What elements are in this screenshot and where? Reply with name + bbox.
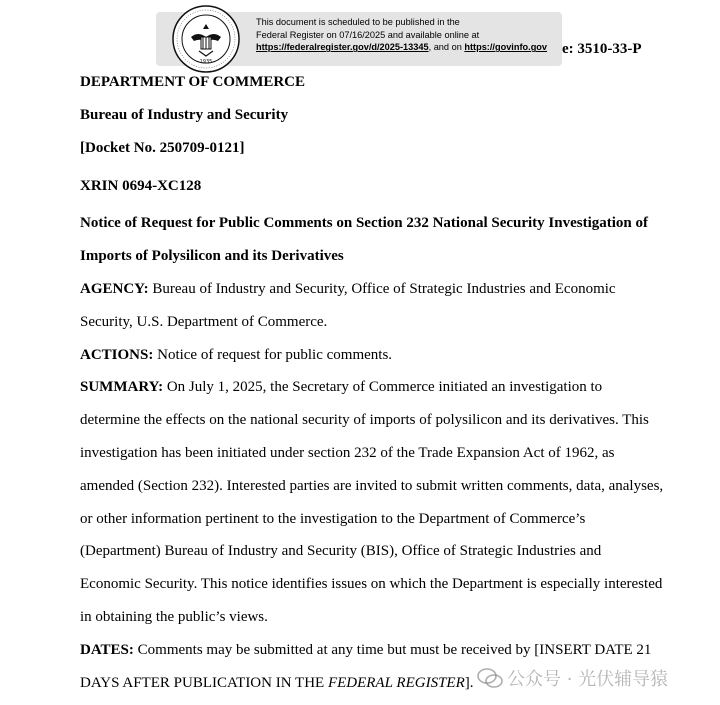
banner-line-3: [256, 41, 566, 54]
actions-label: ACTIONS:: [80, 347, 154, 363]
banner-line-2: Federal Register on 07/16/2025 and available online at: [256, 29, 480, 40]
xrin-number: XRIN 0694-XC128: [80, 178, 202, 194]
dates-line-1: [80, 642, 651, 659]
title-line-1: Notice of Request for Public Comments on Section 232 National Security Investigation of: [80, 215, 649, 231]
title-line-2: Imports of Polysilicon and its Derivatives: [80, 248, 344, 264]
dates-text-1: Comments may be submitted at any time but must be received by [INSERT DATE 21: [133, 642, 652, 658]
summary-line-7: Economic Security. This notice identifies issues on which the Department is especially interested: [80, 576, 663, 592]
summary-line-8: in obtaining the public’s views.: [80, 609, 268, 625]
summary-line-4: amended (Section 232). Interested parties are invited to submit written comments, data, analyses,: [80, 478, 664, 494]
banner-text: [256, 16, 566, 54]
dates-label: DATES:: [80, 642, 134, 658]
billing-code: e: 3510-33-P: [562, 41, 642, 57]
agency-line-2: Security, U.S. Department of Commerce.: [80, 314, 328, 330]
summary-label: SUMMARY:: [80, 379, 164, 395]
federal-register-seal-icon: [171, 4, 241, 74]
dates-text-2a: DAYS AFTER PUBLICATION IN THE: [80, 675, 328, 691]
federalregister-link[interactable]: https://federalregister.gov/d/2025-13345: [256, 42, 429, 53]
actions-line: [80, 347, 392, 364]
banner-mid-text: , and on: [428, 42, 465, 53]
dates-line-2: [80, 675, 474, 692]
bureau-heading: Bureau of Industry and Security: [80, 107, 289, 123]
banner-line-1: This document is scheduled to be published in the: [256, 17, 460, 27]
actions-text: Notice of request for public comments.: [153, 347, 393, 363]
agency-line-1: [80, 281, 616, 298]
agency-label: AGENCY:: [80, 281, 149, 297]
summary-line-3: investigation has been initiated under section 232 of the Trade Expansion Act of 1962, as: [80, 445, 615, 461]
summary-line-2: determine the effects on the national security of imports of polysilicon and its derivatives. This: [80, 412, 649, 428]
wechat-watermark: [477, 665, 668, 691]
summary-line-1: [80, 379, 602, 396]
docket-number: [Docket No. 250709-0121]: [80, 140, 245, 156]
summary-line-6: (Department) Bureau of Industry and Security (BIS), Office of Strategic Industries and: [80, 543, 602, 559]
department-heading: DEPARTMENT OF COMMERCE: [80, 74, 306, 90]
agency-text-1: Bureau of Industry and Security, Office of Strategic Industries and Economic: [148, 281, 616, 297]
dates-text-2c: ].: [464, 675, 474, 691]
wechat-icon: [477, 667, 503, 689]
federal-register-italic: FEDERAL REGISTER: [327, 675, 465, 691]
svg-text:1935: 1935: [199, 59, 213, 65]
summary-text-1: On July 1, 2025, the Secretary of Commerce initiated an investigation to: [163, 379, 603, 395]
govinfo-link[interactable]: https://govinfo.gov: [464, 42, 548, 53]
watermark-text: 公众号 · 光伏辅导猿: [507, 669, 669, 690]
summary-line-5: or other information pertinent to the investigation to the Department of Commerce’s: [80, 511, 586, 527]
